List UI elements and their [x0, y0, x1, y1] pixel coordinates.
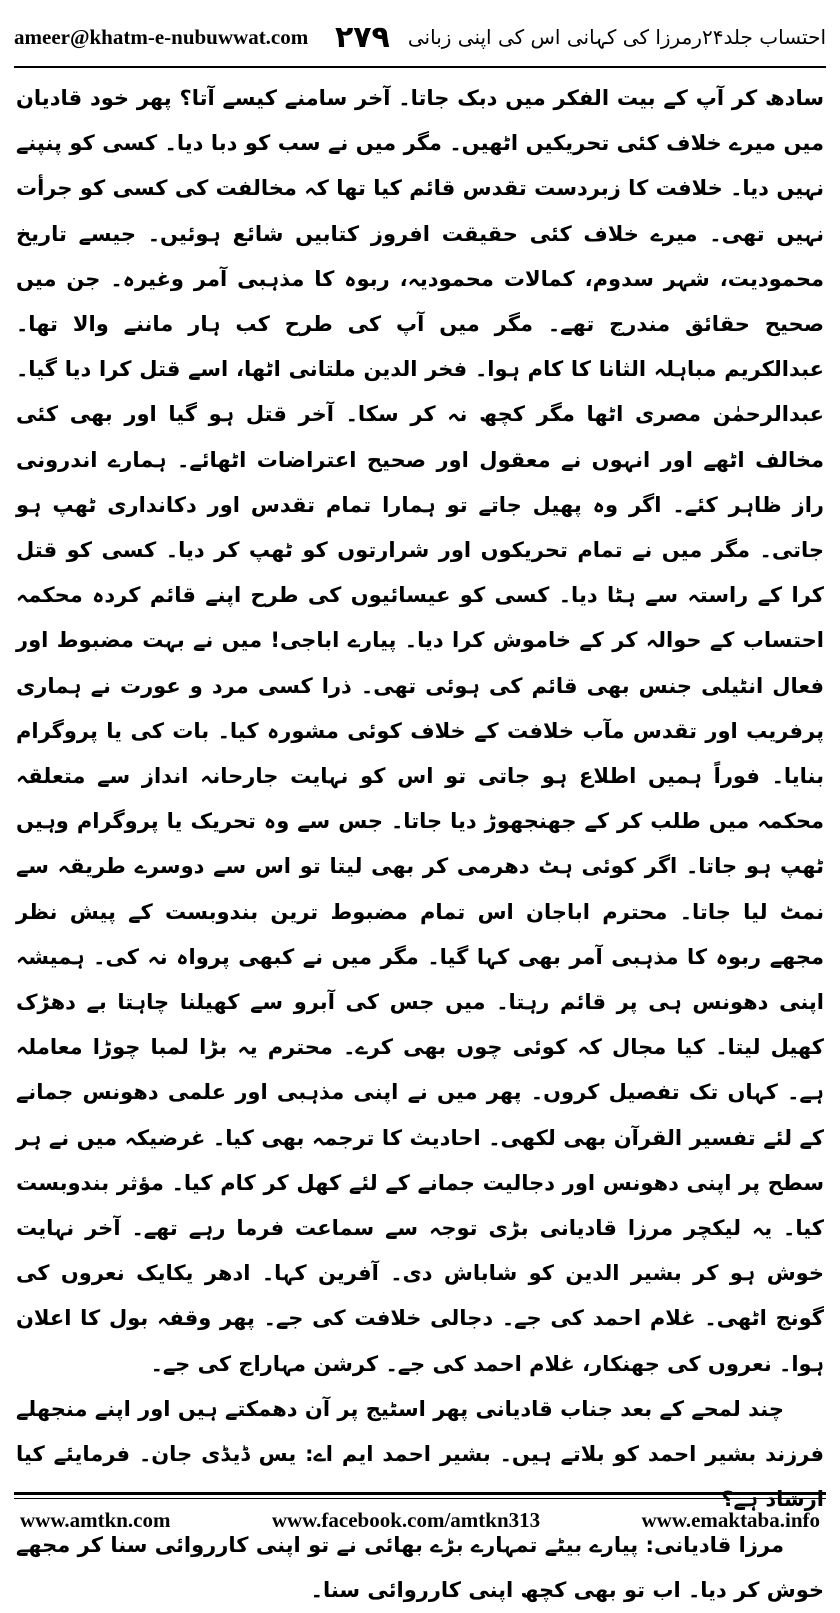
header-email: ameer@khatm-e-nubuwwat.com	[14, 24, 309, 49]
page-number: ۲۷۹	[334, 19, 390, 55]
body-text	[16, 76, 824, 1613]
paragraph-dialogue: مرزا قادیانی: پیارے بیٹے تمہارے بڑے بھائی نے تو اپنی کارروائی سنا کر مجھے خوش کر دیا۔ اب تو بھی کچھ اپنی کارروائی سنا۔	[16, 1532, 824, 1602]
footer-divider-thin	[14, 1498, 826, 1499]
page-footer	[20, 1504, 820, 1536]
running-title: احتساب جلد۲۴رمرزا کی کہانی اس کی اپنی زبانی	[407, 25, 826, 49]
footer-divider-thick	[14, 1492, 826, 1495]
header-divider	[14, 66, 826, 68]
footer-link-facebook[interactable]: www.facebook.com/amtkn313	[271, 1507, 541, 1532]
header-title-group	[335, 20, 826, 55]
footer-link-amtkn[interactable]: www.amtkn.com	[20, 1507, 171, 1532]
page-header	[14, 12, 826, 62]
footer-link-emaktaba[interactable]: www.emaktaba.info	[641, 1507, 820, 1532]
paragraph-main: سادھ کر آپ کے بیت الفکر میں دبک جاتا۔ آخر سامنے کیسے آتا؟ پھر خود قادیان میں میرے خلاف کئی تحریکیں اٹھیں۔ مگر میں نے سب کو دبا دیا۔ کسی کو پنپنے نہیں دیا۔ خلافت کا زبردست تقدس قائم کیا تھا کہ مخالفت کی کسی کو جرأت نہیں تھی۔ میرے خلاف کئی حقیقت افروز کتابیں شائع ہوئیں۔ جیسے تاریخ محمودیت، شہر سدوم، کمالات محمودیہ، ربوہ کا مذہبی آمر وغیرہ۔ جن میں صحیح حقائق مندرج تھے۔ مگر میں آپ کی طرح کب ہار ماننے والا تھا۔ عبدالکریم مباہلہ الثانا کا کام ہوا۔ فخر الدین ملتانی اٹھا، اسے قتل کرا دیا گیا۔ عبدالرحمٰن مصری اٹھا مگر کچھ نہ کر سکا۔ آخر قتل ہو گیا اور بھی کئی مخالف اٹھے اور انہوں نے معقول اور صحیح اعتراضات اٹھائے۔ ہمارے اندرونی راز ظاہر کئے۔ اگر وہ پھیل جاتے تو ہمارا تمام تقدس اور دکانداری ٹھپ ہو جاتی۔ مگر میں نے تمام تحریکوں اور شرارتوں کو ٹھپ کر دیا۔ کسی کو قتل کرا کے راستہ سے ہٹا دیا۔ کسی کو عیسائیوں کی طرح اپنے قائم کردہ محکمہ احتساب کے حوالہ کر کے خاموش کرا دیا۔ پیارے اباجی! میں نے بہت مضبوط اور فعال انٹیلی جنس بھی قائم کی ہوئی تھی۔ ذرا کسی مرد و عورت نے ہماری پرفریب اور تقدس مآب خلافت کے خلاف کوئی مشورہ کیا۔ بات کی یا پروگرام بنایا۔ فوراً ہمیں اطلاع ہو جاتی تو اس کو نہایت جارحانہ انداز سے متعلقہ محکمہ میں طلب کر کے جھنجھوڑ دیا جاتا۔ جس سے وہ تحریک یا پروگرام وہیں ٹھپ ہو جاتا۔ اگر کوئی ہٹ دھرمی کر بھی لیتا تو اس سے دوسرے طریقہ سے نمٹ لیا جاتا۔ محترم اباجان اس تمام مضبوط ترین بندوبست کے پیش نظر مجھے ربوہ کا مذہبی آمر بھی کہا گیا۔ مگر میں نے کبھی پرواہ نہ کی۔ ہمیشہ اپنی دھونس ہی پر قائم رہتا۔ میں جس کی آبرو سے کھیلنا چاہتا بے دھڑک کھیل لیتا۔ کیا مجال کہ کوئی چوں بھی کرے۔ محترم یہ بڑا لمبا چوڑا معاملہ ہے۔ کہاں تک تفصیل کروں۔ پھر میں نے اپنی مذہبی اور علمی دھونس جمانے کے لئے تفسیر القرآن بھی لکھی۔ احادیث کا ترجمہ بھی کیا۔ غرضیکہ میں نے ہر سطح پر اپنی دھونس اور دجالیت جمانے کے لئے کھل کر کام کیا۔ مؤثر بندوبست کیا۔ یہ لیکچر مرزا قادیانی بڑی توجہ سے سماعت فرما رہے تھے۔ آخر نہایت خوش ہو کر بشیر الدین کو شاباش دی۔ آفرین کہا۔ ادھر یکایک نعروں کی گونج اٹھی۔ غلام احمد کی جے۔ دجالی خلافت کی جے۔ پھر وقفہ بول کا اعلان ہوا۔ نعروں کی جھنکار، غلام احمد کی جے۔ کرشن مہاراج کی جے۔	[16, 86, 824, 1376]
paragraph-stage: چند لمحے کے بعد جناب قادیانی پھر اسٹیج پر آن دھمکتے ہیں اور اپنے منجھلے فرزند بشیر احمد کو بلاتے ہیں۔ بشیر احمد ایم اے: یس ڈیڈی جان۔ فرمایئے کیا ارشاد ہے؟	[16, 1396, 824, 1512]
